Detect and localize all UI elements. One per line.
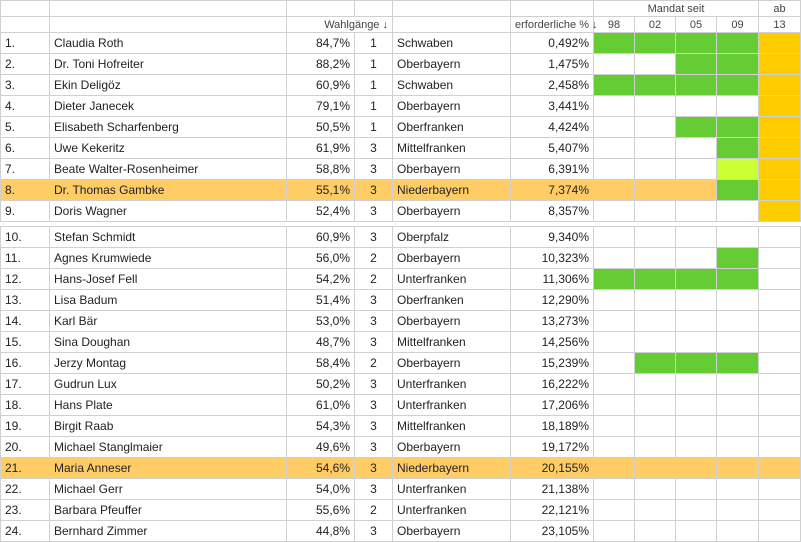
mandate-02-cell — [635, 96, 676, 117]
name-cell: Maria Anneser — [50, 458, 287, 479]
wahlgaenge-cell: 3 — [355, 332, 393, 353]
mandat-seit-header: Mandat seit — [594, 1, 759, 17]
year-header-05: 05 — [676, 17, 717, 33]
mandate-09-cell — [717, 201, 759, 222]
rank-cell: 2. — [1, 54, 50, 75]
region-cell: Oberbayern — [393, 521, 511, 542]
mandate-09-cell — [717, 458, 759, 479]
region-cell: Mittelfranken — [393, 416, 511, 437]
required-percent-cell: 11,306% — [511, 269, 594, 290]
ab-header: ab — [759, 1, 801, 17]
mandate-09-cell — [717, 248, 759, 269]
mandate-05-cell — [676, 54, 717, 75]
header-row-top — [1, 1, 801, 17]
mandate-05-cell — [676, 227, 717, 248]
required-percent-cell: 5,407% — [511, 138, 594, 159]
wahlgaenge-cell: 3 — [355, 416, 393, 437]
ab-13-cell — [759, 416, 801, 437]
wahlgaenge-cell: 3 — [355, 159, 393, 180]
ab-13-cell — [759, 311, 801, 332]
name-cell: Doris Wagner — [50, 201, 287, 222]
erforderlich-sort-header[interactable]: erforderliche % ↓ — [511, 17, 594, 33]
name-cell: Michael Gerr — [50, 479, 287, 500]
mandate-09-cell — [717, 117, 759, 138]
header-row-bottom — [1, 17, 801, 33]
region-cell: Oberbayern — [393, 311, 511, 332]
wahlgaenge-cell: 1 — [355, 54, 393, 75]
rank-cell: 1. — [1, 33, 50, 54]
mandate-05-cell — [676, 290, 717, 311]
region-cell: Mittelfranken — [393, 332, 511, 353]
ab-13-cell — [759, 248, 801, 269]
mandate-02-cell — [635, 353, 676, 374]
mandate-02-cell — [635, 117, 676, 138]
percent-cell: 48,7% — [287, 332, 355, 353]
mandate-02-cell — [635, 33, 676, 54]
mandate-09-cell — [717, 180, 759, 201]
mandate-09-cell — [717, 159, 759, 180]
percent-cell: 61,0% — [287, 395, 355, 416]
required-percent-cell: 8,357% — [511, 201, 594, 222]
percent-cell: 61,9% — [287, 138, 355, 159]
wahlgaenge-cell: 3 — [355, 374, 393, 395]
mandate-02-cell — [635, 180, 676, 201]
table-row — [1, 138, 801, 159]
region-cell: Oberbayern — [393, 54, 511, 75]
wahlgaenge-cell: 1 — [355, 117, 393, 138]
ab-13-cell — [759, 500, 801, 521]
ab-13-cell — [759, 159, 801, 180]
wahlgaenge-cell: 3 — [355, 138, 393, 159]
mandate-98-cell — [594, 374, 635, 395]
required-percent-cell: 13,273% — [511, 311, 594, 332]
wahlgaenge-cell: 3 — [355, 395, 393, 416]
region-cell: Unterfranken — [393, 269, 511, 290]
percent-cell: 54,0% — [287, 479, 355, 500]
region-cell: Oberbayern — [393, 96, 511, 117]
region-cell: Unterfranken — [393, 500, 511, 521]
wahlgaenge-cell: 3 — [355, 479, 393, 500]
mandate-09-cell — [717, 374, 759, 395]
rank-cell: 11. — [1, 248, 50, 269]
mandate-05-cell — [676, 159, 717, 180]
region-cell: Oberfranken — [393, 290, 511, 311]
mandate-05-cell — [676, 458, 717, 479]
required-percent-cell: 14,256% — [511, 332, 594, 353]
year-header-09: 09 — [717, 17, 759, 33]
region-cell: Unterfranken — [393, 395, 511, 416]
percent-cell: 58,8% — [287, 159, 355, 180]
mandate-09-cell — [717, 353, 759, 374]
required-percent-cell: 16,222% — [511, 374, 594, 395]
mandate-05-cell — [676, 374, 717, 395]
rank-cell: 7. — [1, 159, 50, 180]
mandate-02-cell — [635, 290, 676, 311]
percent-cell: 53,0% — [287, 311, 355, 332]
percent-cell: 50,5% — [287, 117, 355, 138]
wahlgaenge-cell: 3 — [355, 311, 393, 332]
wahlgaenge-cell: 3 — [355, 521, 393, 542]
percent-cell: 60,9% — [287, 227, 355, 248]
mandate-98-cell — [594, 180, 635, 201]
required-percent-cell: 18,189% — [511, 416, 594, 437]
table-row — [1, 117, 801, 138]
table-row — [1, 96, 801, 117]
wahlgaenge-cell: 1 — [355, 33, 393, 54]
mandate-98-cell — [594, 353, 635, 374]
name-cell: Michael Stanglmaier — [50, 437, 287, 458]
mandate-98-cell — [594, 458, 635, 479]
mandate-98-cell — [594, 290, 635, 311]
rank-cell: 9. — [1, 201, 50, 222]
mandate-09-cell — [717, 332, 759, 353]
region-cell: Oberbayern — [393, 437, 511, 458]
mandate-05-cell — [676, 33, 717, 54]
percent-cell: 54,3% — [287, 416, 355, 437]
name-cell: Dr. Thomas Gambke — [50, 180, 287, 201]
rank-cell: 6. — [1, 138, 50, 159]
wahlgaenge-cell: 3 — [355, 437, 393, 458]
name-cell: Dieter Janecek — [50, 96, 287, 117]
percent-cell: 88,2% — [287, 54, 355, 75]
percent-cell: 50,2% — [287, 374, 355, 395]
rank-cell: 13. — [1, 290, 50, 311]
region-cell: Unterfranken — [393, 374, 511, 395]
table-row — [1, 54, 801, 75]
name-cell: Agnes Krumwiede — [50, 248, 287, 269]
mandate-05-cell — [676, 269, 717, 290]
mandate-09-cell — [717, 479, 759, 500]
rank-cell: 5. — [1, 117, 50, 138]
region-cell: Mittelfranken — [393, 138, 511, 159]
name-cell: Hans-Josef Fell — [50, 269, 287, 290]
percent-cell: 55,6% — [287, 500, 355, 521]
table-row — [1, 353, 801, 374]
ab-13-cell — [759, 96, 801, 117]
rank-cell: 3. — [1, 75, 50, 96]
mandate-98-cell — [594, 521, 635, 542]
region-cell: Oberbayern — [393, 248, 511, 269]
name-cell: Uwe Kekeritz — [50, 138, 287, 159]
ab-13-cell — [759, 54, 801, 75]
mandate-98-cell — [594, 201, 635, 222]
mandate-98-cell — [594, 138, 635, 159]
percent-cell: 52,4% — [287, 201, 355, 222]
mandate-02-cell — [635, 521, 676, 542]
required-percent-cell: 1,475% — [511, 54, 594, 75]
table-row — [1, 269, 801, 290]
mandate-98-cell — [594, 117, 635, 138]
name-cell: Claudia Roth — [50, 33, 287, 54]
mandate-09-cell — [717, 138, 759, 159]
required-percent-cell: 3,441% — [511, 96, 594, 117]
mandate-98-cell — [594, 332, 635, 353]
wahlgaenge-sort-header[interactable]: Wahlgänge ↓ — [287, 17, 393, 33]
table-row — [1, 500, 801, 521]
table-row — [1, 159, 801, 180]
mandate-98-cell — [594, 311, 635, 332]
mandate-05-cell — [676, 117, 717, 138]
mandate-98-cell — [594, 96, 635, 117]
mandate-09-cell — [717, 311, 759, 332]
required-percent-cell: 19,172% — [511, 437, 594, 458]
table-row — [1, 437, 801, 458]
ab-13-cell — [759, 201, 801, 222]
mandate-05-cell — [676, 353, 717, 374]
region-cell: Unterfranken — [393, 479, 511, 500]
percent-cell: 84,7% — [287, 33, 355, 54]
rank-cell: 19. — [1, 416, 50, 437]
name-cell: Barbara Pfeuffer — [50, 500, 287, 521]
percent-cell: 79,1% — [287, 96, 355, 117]
rank-cell: 20. — [1, 437, 50, 458]
rank-cell: 23. — [1, 500, 50, 521]
mandate-05-cell — [676, 201, 717, 222]
mandate-02-cell — [635, 311, 676, 332]
required-percent-cell: 12,290% — [511, 290, 594, 311]
name-cell: Hans Plate — [50, 395, 287, 416]
required-percent-cell: 15,239% — [511, 353, 594, 374]
mandate-05-cell — [676, 180, 717, 201]
year-header-98: 98 — [594, 17, 635, 33]
percent-cell: 44,8% — [287, 521, 355, 542]
mandate-09-cell — [717, 521, 759, 542]
required-percent-cell: 4,424% — [511, 117, 594, 138]
mandate-05-cell — [676, 75, 717, 96]
mandate-98-cell — [594, 269, 635, 290]
table-row — [1, 332, 801, 353]
table-row — [1, 479, 801, 500]
mandate-98-cell — [594, 500, 635, 521]
mandate-09-cell — [717, 395, 759, 416]
mandate-05-cell — [676, 521, 717, 542]
year-header-02: 02 — [635, 17, 676, 33]
mandate-09-cell — [717, 54, 759, 75]
mandate-05-cell — [676, 395, 717, 416]
table-row — [1, 374, 801, 395]
percent-cell: 60,9% — [287, 75, 355, 96]
ab-13-cell — [759, 227, 801, 248]
mandate-02-cell — [635, 54, 676, 75]
mandate-98-cell — [594, 479, 635, 500]
mandate-98-cell — [594, 437, 635, 458]
table-row — [1, 248, 801, 269]
percent-cell: 51,4% — [287, 290, 355, 311]
mandate-02-cell — [635, 227, 676, 248]
mandate-09-cell — [717, 290, 759, 311]
mandate-09-cell — [717, 269, 759, 290]
table-row — [1, 521, 801, 542]
mandate-05-cell — [676, 138, 717, 159]
name-cell: Gudrun Lux — [50, 374, 287, 395]
mandate-02-cell — [635, 248, 676, 269]
table-row — [1, 75, 801, 96]
ab-13-cell — [759, 332, 801, 353]
wahlgaenge-cell: 2 — [355, 353, 393, 374]
name-cell: Sina Doughan — [50, 332, 287, 353]
percent-cell: 54,6% — [287, 458, 355, 479]
mandate-05-cell — [676, 96, 717, 117]
required-percent-cell: 17,206% — [511, 395, 594, 416]
mandate-98-cell — [594, 159, 635, 180]
mandate-02-cell — [635, 416, 676, 437]
required-percent-cell: 22,121% — [511, 500, 594, 521]
mandate-98-cell — [594, 248, 635, 269]
mandate-09-cell — [717, 33, 759, 54]
mandate-02-cell — [635, 159, 676, 180]
required-percent-cell: 23,105% — [511, 521, 594, 542]
ab-13-cell — [759, 374, 801, 395]
required-percent-cell: 21,138% — [511, 479, 594, 500]
ab-13-cell — [759, 180, 801, 201]
region-cell: Schwaben — [393, 75, 511, 96]
mandate-09-cell — [717, 437, 759, 458]
mandate-02-cell — [635, 374, 676, 395]
region-cell: Niederbayern — [393, 458, 511, 479]
mandate-02-cell — [635, 75, 676, 96]
required-percent-cell: 6,391% — [511, 159, 594, 180]
name-cell: Karl Bär — [50, 311, 287, 332]
rank-cell: 21. — [1, 458, 50, 479]
mandate-98-cell — [594, 75, 635, 96]
table-row — [1, 227, 801, 248]
percent-cell: 56,0% — [287, 248, 355, 269]
mandate-05-cell — [676, 479, 717, 500]
ab-13-cell — [759, 117, 801, 138]
mandate-02-cell — [635, 138, 676, 159]
rank-cell: 22. — [1, 479, 50, 500]
ab-13-cell — [759, 521, 801, 542]
region-cell: Niederbayern — [393, 180, 511, 201]
table-row — [1, 458, 801, 479]
mandate-09-cell — [717, 96, 759, 117]
mandate-98-cell — [594, 227, 635, 248]
ab-13-cell — [759, 437, 801, 458]
table-row — [1, 290, 801, 311]
name-cell: Dr. Toni Hofreiter — [50, 54, 287, 75]
region-cell: Oberbayern — [393, 159, 511, 180]
ab-13-cell — [759, 458, 801, 479]
table-row — [1, 201, 801, 222]
mandate-02-cell — [635, 458, 676, 479]
table-row — [1, 180, 801, 201]
table-row — [1, 33, 801, 54]
ab-13-cell — [759, 479, 801, 500]
name-cell: Beate Walter-Rosenheimer — [50, 159, 287, 180]
name-cell: Elisabeth Scharfenberg — [50, 117, 287, 138]
rank-cell: 10. — [1, 227, 50, 248]
percent-cell: 54,2% — [287, 269, 355, 290]
region-cell: Oberbayern — [393, 201, 511, 222]
wahlgaenge-cell: 3 — [355, 180, 393, 201]
mandate-98-cell — [594, 54, 635, 75]
wahlgaenge-cell: 3 — [355, 227, 393, 248]
mandate-05-cell — [676, 311, 717, 332]
mandate-98-cell — [594, 395, 635, 416]
region-cell: Oberfranken — [393, 117, 511, 138]
wahlgaenge-cell: 3 — [355, 290, 393, 311]
percent-cell: 55,1% — [287, 180, 355, 201]
ab-13-cell — [759, 353, 801, 374]
rank-cell: 18. — [1, 395, 50, 416]
wahlgaenge-cell: 1 — [355, 75, 393, 96]
mandate-02-cell — [635, 500, 676, 521]
ab-13-cell — [759, 75, 801, 96]
mandate-02-cell — [635, 269, 676, 290]
ab-13-cell — [759, 33, 801, 54]
mandate-02-cell — [635, 479, 676, 500]
year-header-13: 13 — [759, 17, 801, 33]
table-row — [1, 395, 801, 416]
mandate-09-cell — [717, 416, 759, 437]
mandate-09-cell — [717, 500, 759, 521]
mandate-05-cell — [676, 248, 717, 269]
required-percent-cell: 2,458% — [511, 75, 594, 96]
mandate-02-cell — [635, 201, 676, 222]
region-cell: Oberpfalz — [393, 227, 511, 248]
mandate-05-cell — [676, 416, 717, 437]
required-percent-cell: 20,155% — [511, 458, 594, 479]
name-cell: Bernhard Zimmer — [50, 521, 287, 542]
ab-13-cell — [759, 290, 801, 311]
mandate-09-cell — [717, 75, 759, 96]
name-cell: Stefan Schmidt — [50, 227, 287, 248]
rank-cell: 24. — [1, 521, 50, 542]
wahlgaenge-cell: 2 — [355, 248, 393, 269]
rank-cell: 16. — [1, 353, 50, 374]
mandate-09-cell — [717, 227, 759, 248]
rank-cell: 17. — [1, 374, 50, 395]
name-cell: Lisa Badum — [50, 290, 287, 311]
mandate-05-cell — [676, 437, 717, 458]
rank-cell: 14. — [1, 311, 50, 332]
wahlgaenge-cell: 2 — [355, 500, 393, 521]
wahlgaenge-cell: 2 — [355, 269, 393, 290]
rank-cell: 8. — [1, 180, 50, 201]
percent-cell: 49,6% — [287, 437, 355, 458]
mandate-05-cell — [676, 500, 717, 521]
rank-cell: 15. — [1, 332, 50, 353]
mandate-05-cell — [676, 332, 717, 353]
required-percent-cell: 9,340% — [511, 227, 594, 248]
ab-13-cell — [759, 138, 801, 159]
table-row — [1, 416, 801, 437]
name-cell: Jerzy Montag — [50, 353, 287, 374]
name-cell: Ekin Deligöz — [50, 75, 287, 96]
rank-cell: 12. — [1, 269, 50, 290]
ab-13-cell — [759, 269, 801, 290]
wahlgaenge-cell: 3 — [355, 201, 393, 222]
ab-13-cell — [759, 395, 801, 416]
name-cell: Birgit Raab — [50, 416, 287, 437]
required-percent-cell: 7,374% — [511, 180, 594, 201]
required-percent-cell: 10,323% — [511, 248, 594, 269]
table-row — [1, 311, 801, 332]
mandate-98-cell — [594, 416, 635, 437]
percent-cell: 58,4% — [287, 353, 355, 374]
mandate-98-cell — [594, 33, 635, 54]
wahlgaenge-cell: 1 — [355, 96, 393, 117]
rank-cell: 4. — [1, 96, 50, 117]
required-percent-cell: 0,492% — [511, 33, 594, 54]
region-cell: Schwaben — [393, 33, 511, 54]
mandate-02-cell — [635, 395, 676, 416]
wahlgaenge-cell: 3 — [355, 458, 393, 479]
mandate-02-cell — [635, 332, 676, 353]
region-cell: Oberbayern — [393, 353, 511, 374]
mandate-02-cell — [635, 437, 676, 458]
